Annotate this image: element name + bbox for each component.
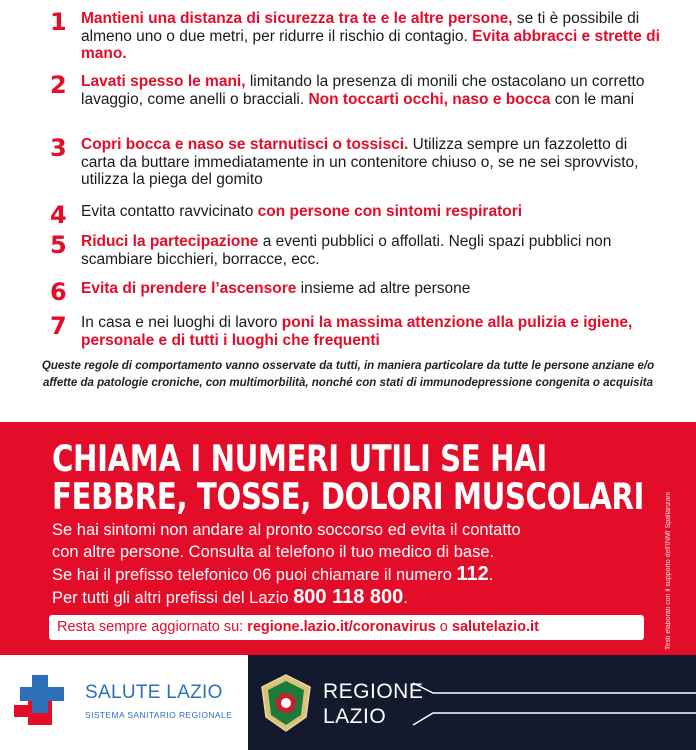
line-4-text: Per tutti gli altri prefissi del Lazio xyxy=(52,589,294,607)
rule-highlight: Copri bocca e naso se starnutisci o tossisci. xyxy=(81,136,409,153)
link-salutelazio[interactable]: salutelazio.it xyxy=(451,619,539,635)
rule-plain: Evita contatto ravvicinato xyxy=(81,203,258,220)
rule-text xyxy=(81,280,661,298)
regione-emblem-icon xyxy=(258,673,314,733)
line-4-suffix: . xyxy=(403,589,408,607)
info-connector: o xyxy=(435,619,452,635)
rules-note: Queste regole di comportamento vanno osservate da tutti, in maniera particolare da tutte le persone anziane e/o affette da patologie croniche, con multimorbilità, nonché con stati di immunodepressione congenita o acquisita xyxy=(41,360,655,389)
rule-text xyxy=(81,10,661,63)
rule-text xyxy=(81,73,661,108)
rule-text xyxy=(81,136,661,189)
info-box xyxy=(49,615,644,640)
info-text xyxy=(57,619,539,636)
rule-highlight: Evita abbracci e strette di mano. xyxy=(81,27,660,62)
link-regione-coronavirus[interactable]: regione.lazio.it/coronavirus xyxy=(247,619,436,635)
salute-lazio-logo-panel xyxy=(0,655,248,750)
rule-text xyxy=(81,203,661,221)
rule-highlight: poni la massima attenzione alla pulizia e igiene, personale e di tutti i luoghi che frequenti xyxy=(81,314,633,349)
helpline-number[interactable]: 800 118 800 xyxy=(293,586,404,608)
salute-cross-icon xyxy=(12,673,72,733)
helpline-banner xyxy=(0,422,696,655)
rule-number: 4 xyxy=(50,201,67,229)
rule-plain: se ti è possibile di almeno uno o due metri, per ridurre il rischio di contagio. xyxy=(81,10,640,45)
rule-plain: limitando la presenza di monili che ostacolano un corretto lavaggio, come anelli o bracciali. xyxy=(81,73,645,108)
rule-text xyxy=(81,314,661,349)
rule-plain: In casa e nei luoghi di lavoro xyxy=(81,314,282,331)
line-3-text: Se hai il prefisso telefonico 06 puoi chiamare il numero xyxy=(52,566,457,584)
emergency-number-112[interactable]: 112 xyxy=(456,563,489,585)
side-credit: Testi elaborati con il supporto dell'INMI Spallanzani xyxy=(665,492,672,650)
decorative-lines xyxy=(248,655,696,750)
salute-lazio-subtitle: SISTEMA SANITARIO REGIONALE xyxy=(85,710,233,720)
regione-lazio-logo-panel xyxy=(248,655,696,750)
headline-line-2: FEBBRE, TOSSE, DOLORI MUSCOLARI xyxy=(52,475,644,518)
rule-plain: Utilizza sempre un fazzoletto di carta da buttare immediatamente in un contenitore chiuso o, se ne sei sprovvisto, utilizza la piega del gomito xyxy=(81,136,639,188)
rule-number: 5 xyxy=(50,231,67,259)
headline-line-1: CHIAMA I NUMERI UTILI SE HAI xyxy=(52,437,547,480)
rule-plain: a eventi pubblici o affollati. Negli spazi pubblici non scambiare bicchieri, borracce, ecc. xyxy=(81,233,612,268)
rule-text xyxy=(81,233,661,268)
lazio-title: LAZIO xyxy=(323,705,387,728)
rule-number: 7 xyxy=(50,312,67,340)
rule-highlight: Evita di prendere l’ascensore xyxy=(81,280,297,297)
rule-highlight: Riduci la partecipazione xyxy=(81,233,259,250)
rule-number: 1 xyxy=(50,8,67,36)
info-prefix: Resta sempre aggiornato su: xyxy=(57,619,248,635)
banner-line-3 xyxy=(52,563,642,586)
rule-highlight: Lavati spesso le mani, xyxy=(81,73,246,90)
rule-plain: con le mani xyxy=(550,90,635,108)
salute-lazio-title: SALUTE LAZIO xyxy=(85,682,223,703)
banner-line-2: con altre persone. Consulta al telefono il tuo medico di base. xyxy=(52,543,495,561)
banner-headline xyxy=(52,437,644,518)
rule-number: 3 xyxy=(50,134,67,162)
rule-number: 6 xyxy=(50,278,67,306)
banner-body xyxy=(52,519,642,609)
rule-highlight: con persone con sintomi respiratori xyxy=(257,203,523,220)
rule-number: 2 xyxy=(50,71,67,99)
rule-plain: insieme ad altre persone xyxy=(296,280,471,297)
banner-line-1: Se hai sintomi non andare al pronto soccorso ed evita il contatto xyxy=(52,521,521,539)
line-3-suffix: . xyxy=(488,566,494,584)
rule-highlight: Mantieni una distanza di sicurezza tra te e le altre persone, xyxy=(81,10,513,27)
banner-line-4 xyxy=(52,586,642,609)
rule-highlight: Non toccarti occhi, naso e bocca xyxy=(308,90,551,108)
regione-title: REGIONE xyxy=(323,680,424,703)
